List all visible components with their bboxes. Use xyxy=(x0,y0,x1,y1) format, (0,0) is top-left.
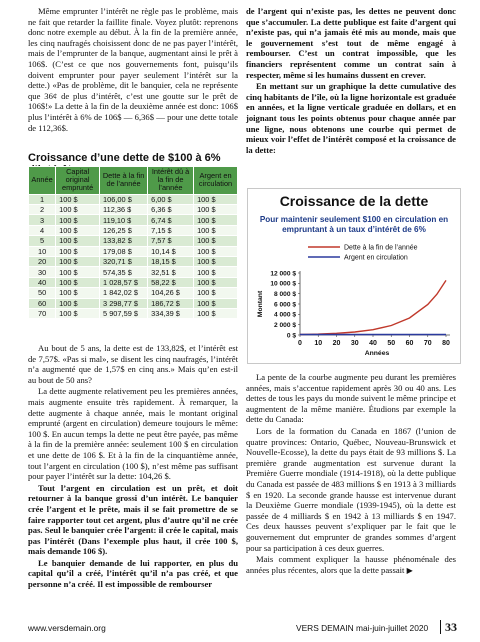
paragraph: Lors de la formation du Canada en 1867 (l’union de quatre provinces: Ontario, Québec, Nouveau-Brunswick et Nouvelle-Ecosse), la dette du pays était de 93 millions $. La première grande augmentation est survenue durant la Première Guerre mondiale (1914-1918), où la dette publique du Canada est passée de 483 millions $ en 1913 à 3 milliards $ en 1920. La seconde grande hausse est intervenue durant la Deuxième Guerre mondiale (1939-1945), où la dette est passée de 4 milliards $ en 1942 à 13 milliards $ en 1947. Ces deux hausses peuvent s’expliquer par le fait que le gouvernement dut emprunter de grandes sommes d’argent pour sa participation à ces deux guerres. xyxy=(246,425,456,553)
table-cell: 334,39 $ xyxy=(148,308,194,318)
chart-title: Croissance de la dette xyxy=(279,193,429,209)
table-row xyxy=(29,256,238,266)
table-cell: 32,51 $ xyxy=(148,267,194,277)
table-cell: 5 xyxy=(29,236,56,246)
header-capital: Capital original emprunté xyxy=(56,167,100,195)
table-cell: 3 xyxy=(29,215,56,225)
table-cell: 1 028,57 $ xyxy=(100,277,148,287)
table-row xyxy=(29,236,238,246)
y-axis-label: Montant xyxy=(257,290,264,318)
y-tick-label: 6 000 $ xyxy=(274,301,296,309)
table-cell: 6,00 $ xyxy=(148,194,194,204)
table-cell: 20 xyxy=(29,256,56,266)
left-column-bottom xyxy=(28,343,238,591)
series-line xyxy=(300,280,446,334)
table-cell: 3 298,77 $ xyxy=(100,298,148,308)
y-tick-label: 8 000 $ xyxy=(274,290,296,298)
table-cell: 100 $ xyxy=(194,277,238,287)
footer-url: www.versdemain.org xyxy=(28,623,106,633)
x-tick-label: 70 xyxy=(423,340,432,347)
table-cell: 100 $ xyxy=(56,236,100,246)
table-cell: 100 $ xyxy=(194,308,238,318)
table-cell: 30 xyxy=(29,267,56,277)
table-cell: 179,08 $ xyxy=(100,246,148,256)
table-cell: 100 $ xyxy=(56,246,100,256)
table-title: Croissance d’une dette de $100 à 6% xyxy=(28,152,221,164)
table-cell: 50 xyxy=(29,288,56,298)
table-cell: 70 xyxy=(29,308,56,318)
x-tick-label: 60 xyxy=(405,340,414,347)
paragraph xyxy=(246,554,456,576)
table-cell: 58,22 $ xyxy=(148,277,194,287)
table-cell: 100 $ xyxy=(56,225,100,235)
debt-table xyxy=(28,166,238,319)
continue-arrow-icon: ▶ xyxy=(406,565,413,575)
paragraph: La dette augmente relativement peu les premières années, mais augmente ensuite très rapidement. À remarquer, la dette augmente à chaque année, mais le montant original emprunté (argent en circulation) demeure toujours le même: 100 $. En aucun temps la dette ne peut être payée, pas même à la fin de la première année: seulement 100 $ en circulation et une dette de 106 $. Et à la fin de la cinquantième année, tout l’argent en circulation (100 $), n’est même pas suffisant pour payer l’intérêt sur la dette: 104,26 $. xyxy=(28,386,238,482)
table-row xyxy=(29,298,238,308)
table-header-row xyxy=(29,167,238,195)
table-cell: 104,26 $ xyxy=(148,288,194,298)
y-tick-label: 12 000 $ xyxy=(270,270,296,278)
page-number: 33 xyxy=(445,620,457,634)
table-cell: 6,74 $ xyxy=(148,215,194,225)
table-cell: 100 $ xyxy=(56,205,100,215)
table-cell: 60 xyxy=(29,298,56,308)
paragraph: En mettant sur un graphique la dette cumulative des cinq habitants de l’île, où la ligne horizontale est graduée en années, et la ligne verticale graduée en dollars, et en joignant tous les points obtenus pour chaque année par une ligne, nous obtenons une courbe qui permet de mieux voir l’effet de l’intérêt composé et la croissance de la dette: xyxy=(246,81,456,155)
paragraph: Tout l’argent en circulation est un prêt, et doit retourner à la banque grossi d’un intérêt. Le banquier crée l’argent et le prête, mais il se fait promettre de se faire rapporter tout cet argent, plus d’autre qu’il ne crée pas. Seul le banquier crée l’argent: il crée le capital, mais pas l’intérêt (Dans l’exemple plus haut, il crée 100 $, mais demande 106 $). xyxy=(28,482,238,557)
table-cell: 100 $ xyxy=(194,288,238,298)
paragraph: Au bout de 5 ans, la dette est de 133,82$, et l’intérêt est de 7,57$. «Pas si mal», se disent les cinq naufragés, l’intérêt n’a augmenté que de 1,57$ en cinq ans.» Mais qu’en est-il au bout de 50 ans? xyxy=(28,343,238,385)
table-cell: 126,25 $ xyxy=(100,225,148,235)
x-tick-label: 10 xyxy=(314,340,323,347)
paragraph: de l’argent qui n’existe pas, les dettes ne peuvent donc que s’accumuler. La dette publique est faite d’argent qui n’existe pas, qui n’a jamais été mis au monde, mais que le gouvernement s’est tout de même engagé à rembourser. C’est un contrat impossible, que les financiers représentent comme un contrat sain à respecter, même si les humains dussent en crever. xyxy=(246,6,456,80)
y-tick-label: 4 000 $ xyxy=(274,311,296,319)
footer-divider xyxy=(440,620,441,634)
table-cell: 18,15 $ xyxy=(148,256,194,266)
table-cell: 6,36 $ xyxy=(148,205,194,215)
table-cell: 320,71 $ xyxy=(100,256,148,266)
table-row xyxy=(29,288,238,298)
table-cell: 100 $ xyxy=(56,308,100,318)
table-cell: 133,82 $ xyxy=(100,236,148,246)
table-cell: 100 $ xyxy=(194,194,238,204)
y-tick-label: 0 $ xyxy=(286,332,296,340)
table-cell: 10 xyxy=(29,246,56,256)
header-debt: Dette à la fin de l’année xyxy=(100,167,148,195)
x-tick-label: 50 xyxy=(387,340,396,347)
x-tick-label: 20 xyxy=(332,340,341,347)
legend-label: Argent en circulation xyxy=(344,254,408,262)
table-cell: 100 $ xyxy=(194,215,238,225)
table-cell: 2 xyxy=(29,205,56,215)
chart-subtitle: Pour maintenir seulement $100 en circulation en empruntant à un taux d’intérêt de 6% xyxy=(259,215,449,234)
right-column-top xyxy=(246,6,456,156)
table-row xyxy=(29,267,238,277)
header-year: Année xyxy=(29,167,56,195)
table-cell: 100 $ xyxy=(56,288,100,298)
table-cell: 7,15 $ xyxy=(148,225,194,235)
table-cell: 112,36 $ xyxy=(100,205,148,215)
paragraph: Même emprunter l’intérêt ne règle pas le problème, mais ne fait que retarder la faillite finale. Voyez plutôt: reprenons donc notre exemple au début. À la fin de la première année, les cinq naufragés choisissent donc de ne pas payer l’intérêt, mais de l’emprunter de la banque, augmentant ainsi le prêt à 106$. (C’est ce que nos gouvernements font, puisqu’ils doivent emprunter pour payer seulement l’intérêt sur la dette.) «Pas de problème, dit le banquier, cela ne représente que 36¢ de plus d’intérêt, c’est une goutte sur le prêt de 106$!» La dette à la fin de la deuxième année est donc: 106$ plus l’intérêt à 6% de 106$ — 6,36$ — pour une dette totale de 112,36$. xyxy=(28,6,238,133)
x-axis-label: Années xyxy=(364,350,390,357)
x-tick-label: 40 xyxy=(369,340,377,347)
table-cell: 100 $ xyxy=(56,194,100,204)
paragraph: Le banquier demande de lui rapporter, en plus du capital qu’il a créé, l’intérêt qu’il n’a pas créé, et que personne n’a créé. Il est impossible de rembourser xyxy=(28,557,238,590)
table-row xyxy=(29,194,238,204)
table-row xyxy=(29,215,238,225)
table-cell: 186,72 $ xyxy=(148,298,194,308)
table-row xyxy=(29,277,238,287)
table-cell: 574,35 $ xyxy=(100,267,148,277)
table-cell: 1 xyxy=(29,194,56,204)
table-row xyxy=(29,225,238,235)
table-cell: 4 xyxy=(29,225,56,235)
table-cell: 100 $ xyxy=(194,246,238,256)
table-row xyxy=(29,246,238,256)
header-interest: Intérêt dû à la fin de l’année xyxy=(148,167,194,195)
table-cell: 10,14 $ xyxy=(148,246,194,256)
table-row xyxy=(29,205,238,215)
table-cell: 100 $ xyxy=(194,267,238,277)
table-cell: 100 $ xyxy=(194,256,238,266)
table-cell: 100 $ xyxy=(56,267,100,277)
table-cell: 100 $ xyxy=(194,236,238,246)
right-column-bottom xyxy=(246,372,456,577)
table-cell: 5 907,59 $ xyxy=(100,308,148,318)
table-cell: 100 $ xyxy=(56,277,100,287)
page-footer xyxy=(0,618,480,638)
y-tick-label: 2 000 $ xyxy=(274,321,296,329)
table-cell: 100 $ xyxy=(56,256,100,266)
table-cell: 100 $ xyxy=(56,215,100,225)
footer-issue: VERS DEMAIN mai-juin-juillet 2020 xyxy=(296,623,429,633)
header-money: Argent en circulation xyxy=(194,167,238,195)
table-cell: 1 842,02 $ xyxy=(100,288,148,298)
table-row xyxy=(29,308,238,318)
paragraph-text: Mais comment expliquer la hausse phénoménale des années plus récentes, alors que la dette passait xyxy=(246,554,456,575)
x-tick-label: 80 xyxy=(442,340,450,347)
table-cell: 7,57 $ xyxy=(148,236,194,246)
table-cell: 40 xyxy=(29,277,56,287)
paragraph: La pente de la courbe augmente peu durant les premières années, mais s’accentue rapidement après 30 ou 40 ans. Les dettes de tous les pays du monde suivent le même principe et augmentent de la même manière. Étudions par exemple la dette du Canada: xyxy=(246,372,456,425)
table-cell: 100 $ xyxy=(56,298,100,308)
chart-plot xyxy=(248,189,460,363)
table-cell: 100 $ xyxy=(194,298,238,308)
y-tick-label: 10 000 $ xyxy=(270,280,296,288)
table-cell: 100 $ xyxy=(194,225,238,235)
debt-growth-chart xyxy=(247,188,461,364)
left-column-top xyxy=(28,6,238,134)
table-cell: 106,00 $ xyxy=(100,194,148,204)
table-body xyxy=(29,194,238,319)
table-cell: 100 $ xyxy=(194,205,238,215)
table-cell: 119,10 $ xyxy=(100,215,148,225)
legend-label: Dette à la fin de l’année xyxy=(344,244,418,252)
x-tick-label: 0 xyxy=(298,340,302,347)
x-tick-label: 30 xyxy=(350,340,359,347)
